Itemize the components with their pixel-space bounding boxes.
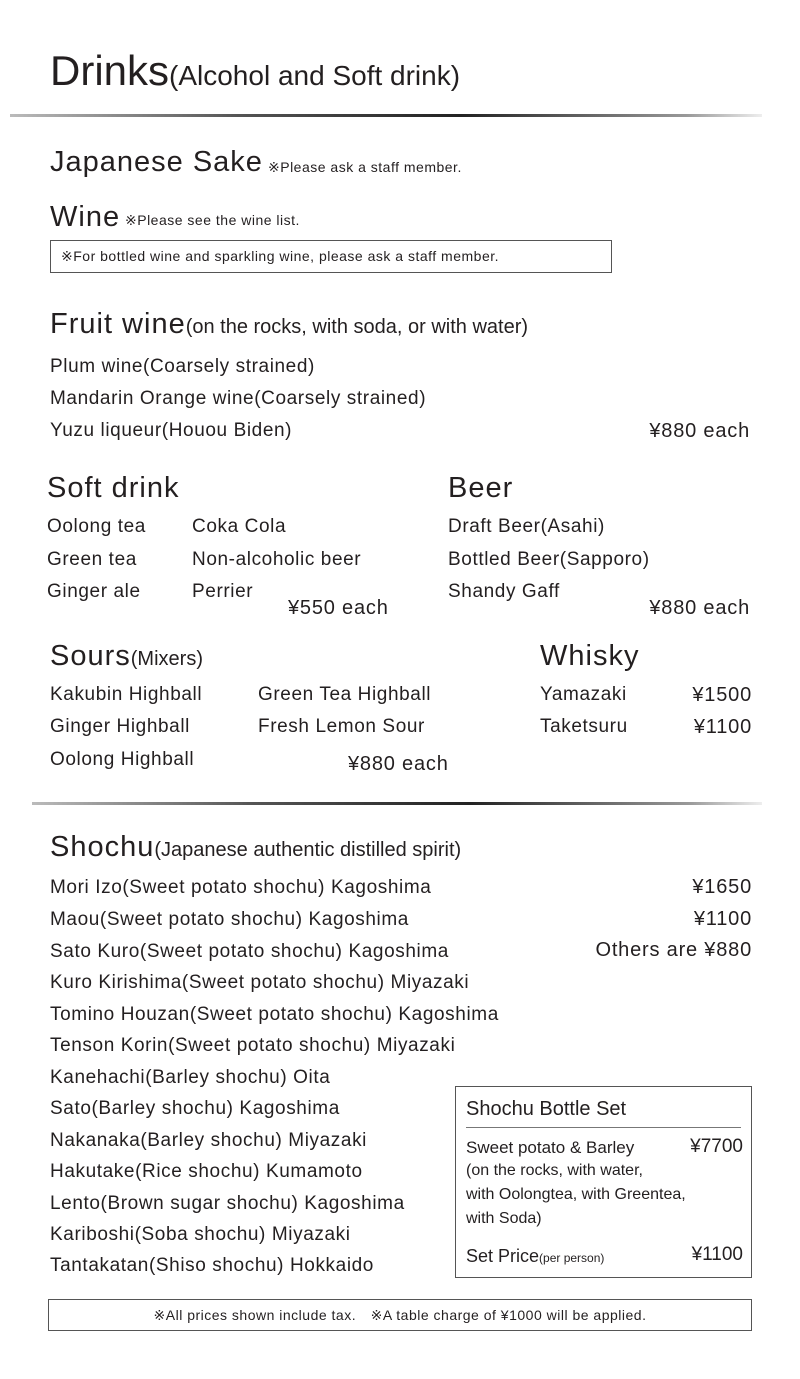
wine-heading: Wine [50, 201, 121, 233]
list-item: Draft Beer(Asahi) [448, 516, 605, 537]
list-item: Mori Izo(Sweet potato shochu) Kagoshima [50, 877, 432, 898]
list-item: Green Tea Highball [258, 684, 432, 705]
shochu-sub: (Japanese authentic distilled spirit) [154, 839, 462, 861]
bottle-set-desc: with Soda) [466, 1210, 542, 1227]
sours-price: ¥880 each [348, 753, 449, 775]
sours-heading: Sours [50, 640, 131, 672]
set-price-label [466, 1247, 604, 1266]
list-item: Yamazaki [540, 684, 627, 705]
list-item: Fresh Lemon Sour [258, 716, 425, 737]
whisky-heading: Whisky [540, 640, 640, 672]
list-item: Yuzu liqueur(Houou Biden) [50, 420, 293, 441]
shochu-heading: Shochu [50, 831, 155, 863]
beer-heading: Beer [448, 472, 514, 504]
shochu-price: ¥1650 [692, 876, 752, 898]
list-item: Taketsuru [540, 716, 628, 737]
set-price-value: ¥1100 [691, 1244, 743, 1265]
title-sub: (Alcohol and Soft drink) [169, 60, 461, 91]
list-item: Oolong Highball [50, 749, 195, 770]
wine-note-box [50, 240, 612, 273]
list-item: Kakubin Highball [50, 684, 203, 705]
list-item: Maou(Sweet potato shochu) Kagoshima [50, 909, 409, 930]
bottle-set-divider [466, 1127, 741, 1128]
list-item: Sato(Barley shochu) Kagoshima [50, 1098, 340, 1119]
set-price-text: Set Price [466, 1246, 540, 1266]
soft-drink-heading: Soft drink [47, 472, 180, 504]
fruit-wine-heading: Fruit wine [50, 308, 186, 340]
list-item: Non-alcoholic beer [192, 549, 362, 570]
footer-note: ※All prices shown include tax. ※A table charge of ¥1000 will be applied. [153, 1307, 647, 1323]
bottle-set-heading: Shochu Bottle Set [466, 1098, 627, 1120]
list-item: Mandarin Orange wine(Coarsely strained) [50, 388, 427, 409]
beer-price: ¥880 each [649, 597, 750, 619]
list-item: Kariboshi(Soba shochu) Miyazaki [50, 1224, 351, 1245]
sours-header [50, 642, 203, 671]
sake-note: ※Please ask a staff member. [268, 159, 462, 175]
list-item: Ginger ale [47, 581, 141, 602]
list-item: Shandy Gaff [448, 581, 560, 602]
list-item: Lento(Brown sugar shochu) Kagoshima [50, 1193, 405, 1214]
list-item: Ginger Highball [50, 716, 190, 737]
list-item: Nakanaka(Barley shochu) Miyazaki [50, 1130, 367, 1151]
fruit-wine-price: ¥880 each [649, 420, 750, 442]
fruit-wine-sub: (on the rocks, with soda, or with water) [185, 316, 529, 338]
soft-drink-price: ¥550 each [288, 597, 389, 619]
whisky-price: ¥1100 [693, 716, 752, 738]
list-item: Tenson Korin(Sweet potato shochu) Miyazaki [50, 1035, 456, 1056]
divider-top [10, 114, 762, 117]
wine-box-note: ※For bottled wine and sparkling wine, please ask a staff member. [61, 248, 500, 264]
footer-note-box [48, 1299, 752, 1331]
page-title [50, 47, 461, 94]
bottle-set-box [455, 1086, 752, 1278]
list-item: Bottled Beer(Sapporo) [448, 549, 650, 570]
list-item: Sato Kuro(Sweet potato shochu) Kagoshima [50, 941, 449, 962]
shochu-header [50, 833, 461, 862]
bottle-set-price: ¥7700 [690, 1136, 743, 1157]
whisky-price: ¥1500 [692, 684, 752, 706]
set-price-sub: (per person) [539, 1251, 605, 1265]
wine-note: ※Please see the wine list. [125, 212, 300, 228]
list-item: Green tea [47, 549, 137, 570]
bottle-set-line1: Sweet potato & Barley [466, 1138, 635, 1157]
bottle-set-desc: with Oolongtea, with Greentea, [466, 1186, 686, 1203]
list-item: Kuro Kirishima(Sweet potato shochu) Miyazaki [50, 972, 470, 993]
list-item: Oolong tea [47, 516, 146, 537]
list-item: Plum wine(Coarsely strained) [50, 356, 315, 377]
title-main: Drinks [50, 47, 170, 94]
list-item: Tantakatan(Shiso shochu) Hokkaido [50, 1255, 374, 1276]
sours-sub: (Mixers) [130, 648, 203, 670]
list-item: Tomino Houzan(Sweet potato shochu) Kagoshima [50, 1004, 499, 1025]
sake-heading: Japanese Sake [50, 146, 263, 178]
fruit-wine-header [50, 310, 528, 339]
list-item: Kanehachi(Barley shochu) Oita [50, 1067, 331, 1088]
bottle-set-desc: (on the rocks, with water, [466, 1162, 643, 1179]
shochu-price-others: Others are ¥880 [595, 939, 752, 961]
divider-middle [32, 802, 762, 805]
list-item: Hakutake(Rice shochu) Kumamoto [50, 1161, 363, 1182]
shochu-price: ¥1100 [693, 908, 752, 930]
list-item: Perrier [192, 581, 254, 602]
list-item: Coka Cola [192, 516, 287, 537]
